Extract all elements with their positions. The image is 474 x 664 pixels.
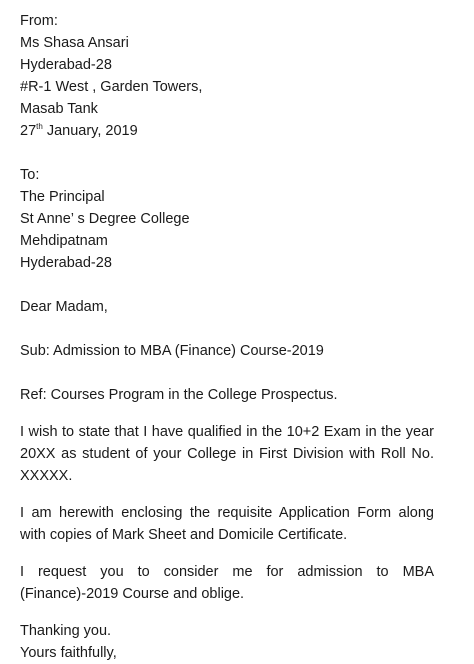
recipient-block bbox=[20, 164, 434, 274]
body-paragraph-2: I am herewith enclosing the requisite Application Form along with copies of Mark Sheet and Domicile Certificate. bbox=[20, 505, 434, 543]
sender-block bbox=[20, 10, 434, 142]
closing-signoff: Yours faithfully, bbox=[20, 645, 117, 661]
date-rest: January, 2019 bbox=[42, 123, 138, 139]
reference-line: Ref: Courses Program in the College Prospectus. bbox=[20, 387, 338, 403]
letter-date bbox=[20, 120, 434, 142]
date-day: 27 bbox=[20, 123, 37, 139]
recipient-area: Mehdipatnam bbox=[20, 233, 108, 249]
subject-line: Sub: Admission to MBA (Finance) Course-2019 bbox=[20, 343, 324, 359]
recipient-title: The Principal bbox=[20, 189, 105, 205]
sender-city: Hyderabad-28 bbox=[20, 57, 112, 73]
letter bbox=[20, 10, 434, 664]
sender-name: Ms Shasa Ansari bbox=[20, 35, 129, 51]
body-paragraph-3: I request you to consider me for admission to MBA (Finance)-2019 Course and oblige. bbox=[20, 564, 434, 602]
closing-block bbox=[20, 620, 434, 664]
sender-street: #R-1 West , Garden Towers, bbox=[20, 79, 203, 95]
sender-area: Masab Tank bbox=[20, 101, 98, 117]
to-heading: To: bbox=[20, 167, 40, 183]
recipient-college: St Anne’ s Degree College bbox=[20, 211, 190, 227]
from-heading: From: bbox=[20, 13, 58, 29]
date-suffix: th bbox=[36, 122, 43, 132]
body-paragraph-1: I wish to state that I have qualified in the 10+2 Exam in the year 20XX as student of your College in First Division with Roll No. XXXXX. bbox=[20, 424, 434, 484]
closing-thanks: Thanking you. bbox=[20, 623, 112, 639]
recipient-city: Hyderabad-28 bbox=[20, 255, 112, 271]
salutation: Dear Madam, bbox=[20, 299, 108, 315]
